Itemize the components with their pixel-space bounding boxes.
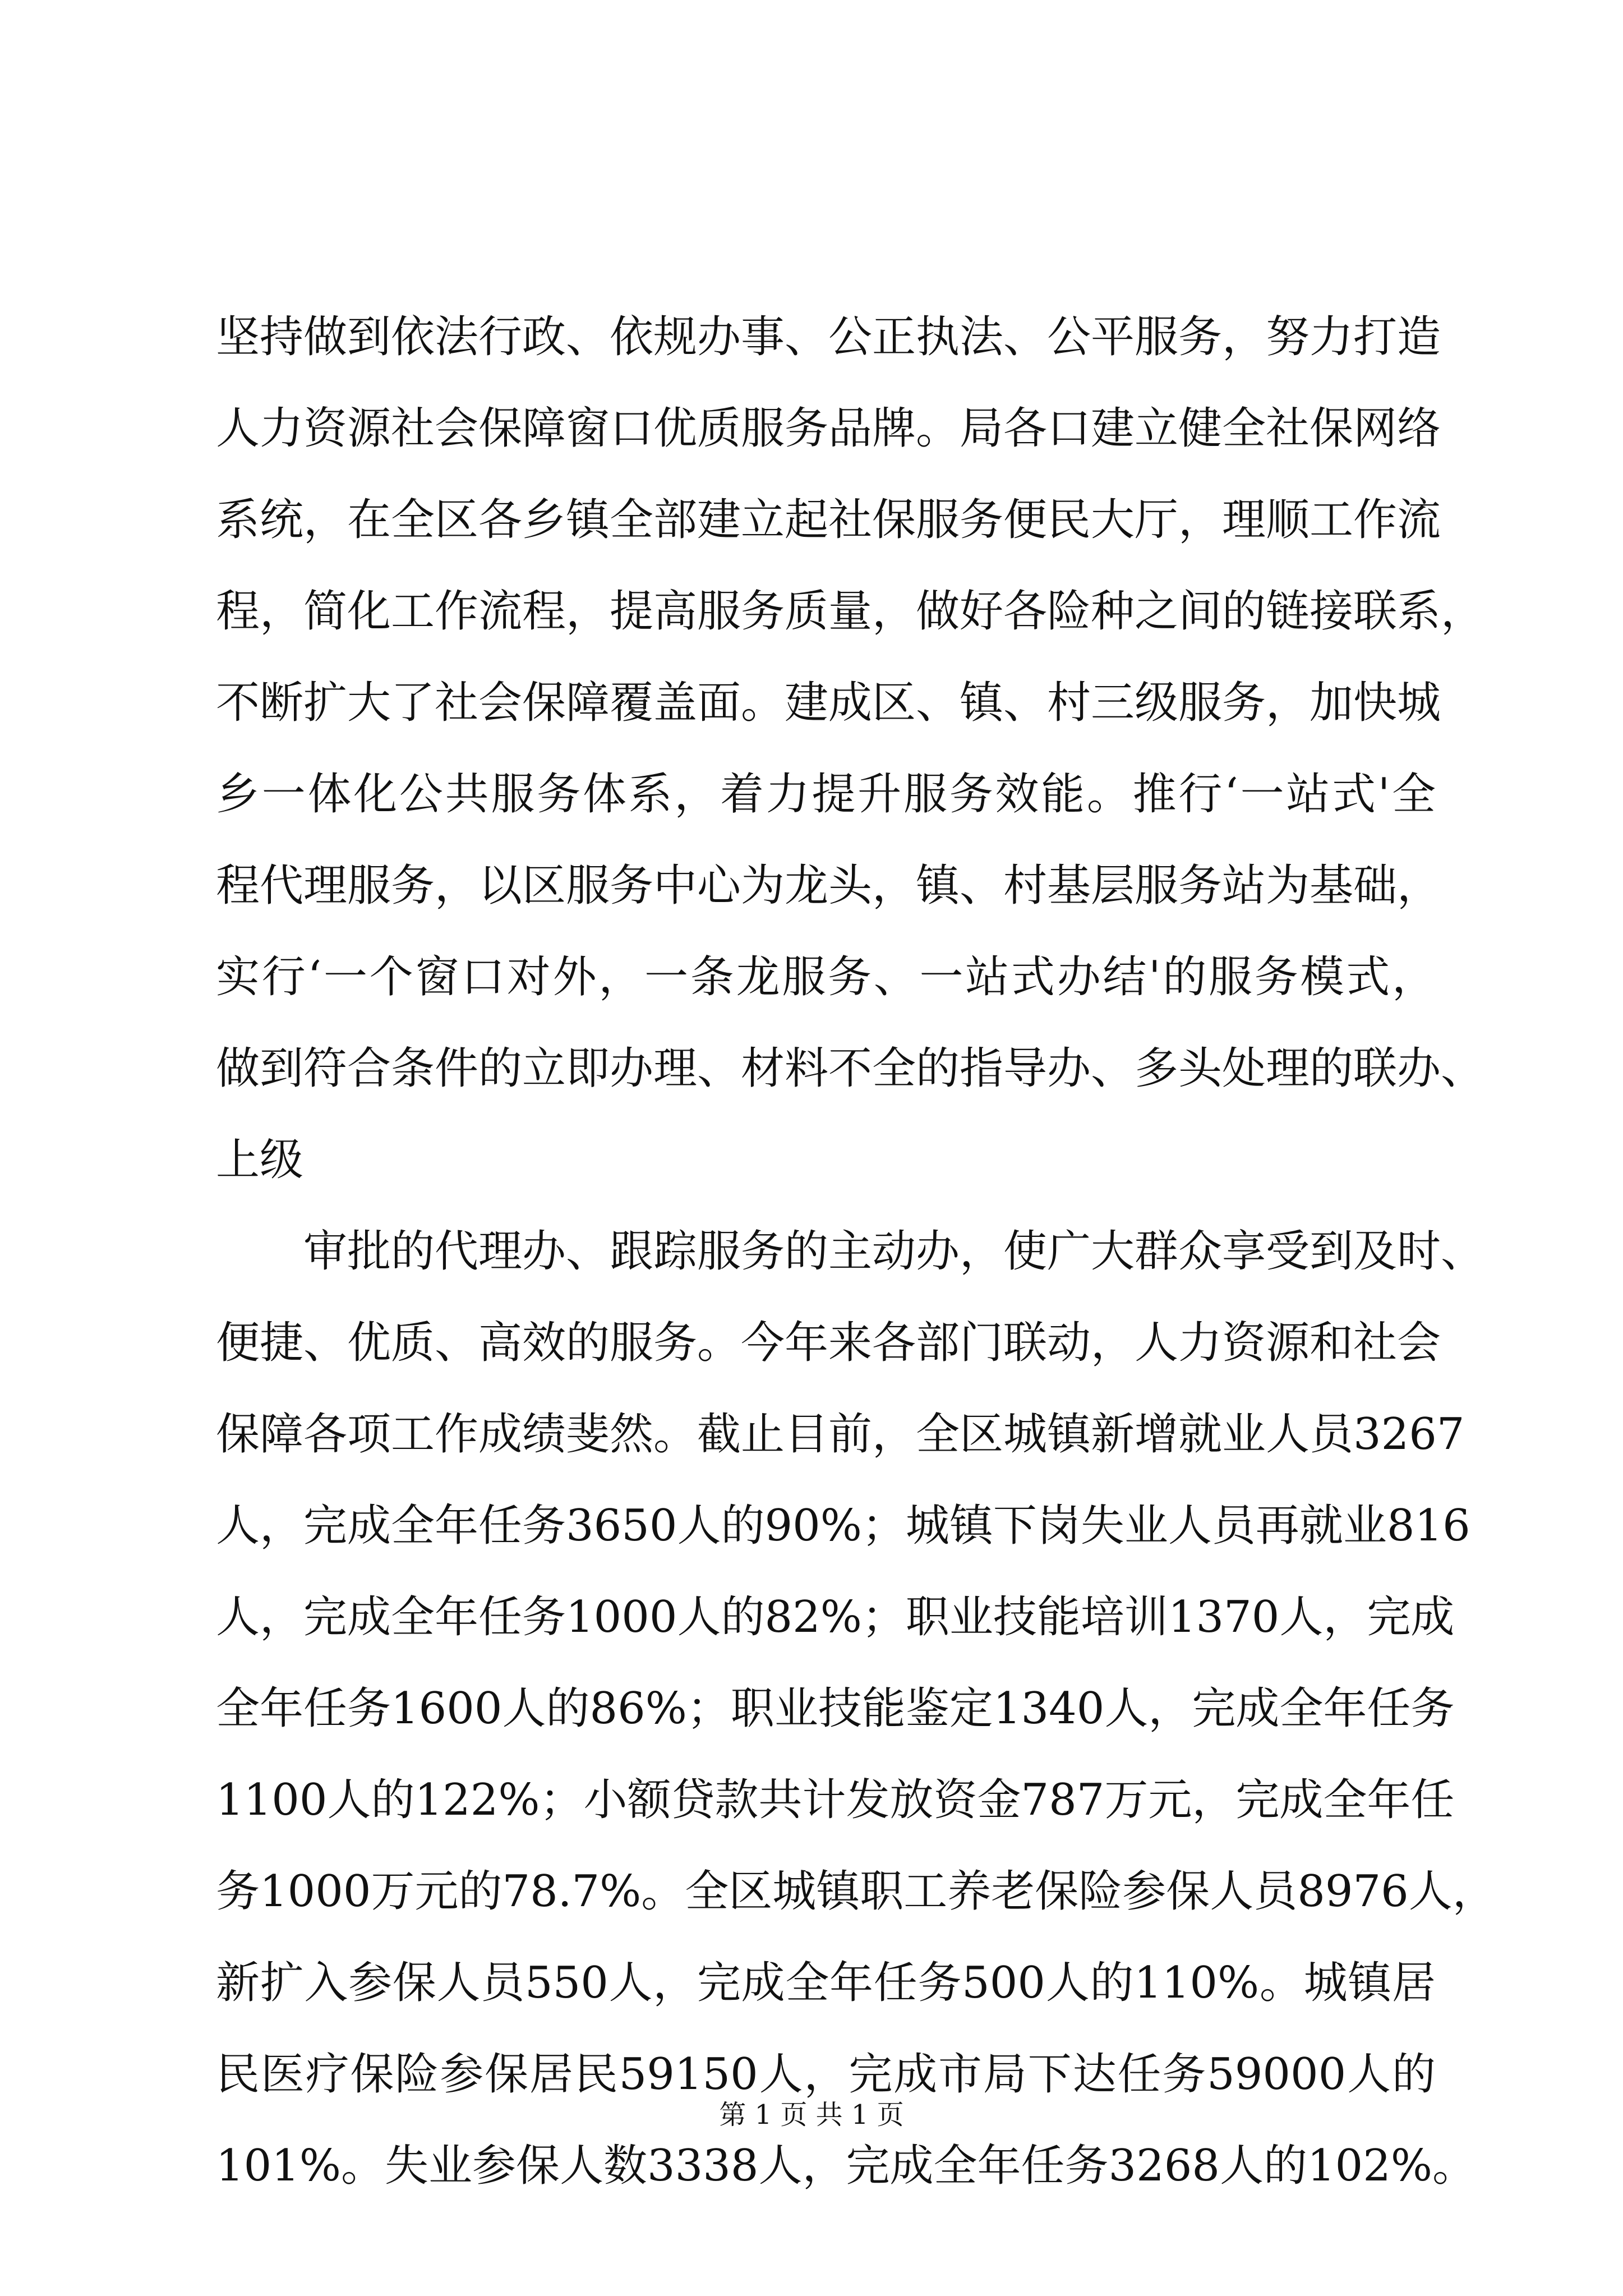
text-line: 实行‘一个窗口对外，一条龙服务、一站式办结'的服务模式， bbox=[216, 952, 1436, 1002]
paragraph-1 bbox=[216, 292, 1485, 1206]
page-number-label: 第 1 页 共 1 页 bbox=[719, 2099, 904, 2131]
text-line: 系统，在全区各乡镇全部建立起社保服务便民大厅，理顺工作流 bbox=[216, 495, 1441, 545]
text-line: 便捷、优质、高效的服务。今年来各部门联动，人力资源和社会 bbox=[216, 1318, 1441, 1368]
text-line: 审批的代理办、跟踪服务的主动办，使广大群众享受到及时、 bbox=[303, 1226, 1485, 1277]
text-line: 程，简化工作流程，提高服务质量，做好各险种之间的链接联系， bbox=[216, 586, 1485, 637]
text-line: 乡一体化公共服务体系，着力提升服务效能。推行‘一站式'全 bbox=[216, 769, 1436, 820]
text-line: 上级 bbox=[216, 1135, 304, 1185]
text-line: 坚持做到依法行政、依规办事、公正执法、公平服务，努力打造 bbox=[216, 312, 1441, 362]
text-line: 务1000万元的78.7%。全区城镇职工养老保险参保人员8976人， bbox=[216, 1866, 1496, 1917]
text-line: 1100人的122%；小额贷款共计发放资金787万元，完成全年任 bbox=[216, 1775, 1455, 1825]
text-line: 人，完成全年任务1000人的82%；职业技能培训1370人，完成 bbox=[216, 1592, 1455, 1642]
document-body bbox=[216, 292, 1496, 2212]
text-line: 民医疗保险参保居民59150人，完成市局下达任务59000人的 bbox=[216, 2049, 1436, 2100]
text-line: 人，完成全年任务3650人的90%；城镇下岗失业人员再就业816 bbox=[216, 1501, 1470, 1551]
text-line: 101%。失业参保人数3338人，完成全年任务3268人的102%。 bbox=[216, 2141, 1476, 2191]
text-line: 不断扩大了社会保障覆盖面。建成区、镇、村三级服务，加快城 bbox=[216, 678, 1441, 728]
text-line: 程代理服务，以区服务中心为龙头，镇、村基层服务站为基础， bbox=[216, 861, 1441, 911]
paragraph-2 bbox=[216, 1206, 1496, 2212]
text-line: 人力资源社会保障窗口优质服务品牌。局各口建立健全社保网络 bbox=[216, 403, 1441, 454]
text-line: 新扩入参保人员550人，完成全年任务500人的110%。城镇居 bbox=[216, 1958, 1436, 2008]
page-footer bbox=[0, 2098, 1623, 2132]
text-line: 保障各项工作成绩斐然。截止目前，全区城镇新增就业人员3267 bbox=[216, 1409, 1465, 1460]
text-line: 全年任务1600人的86%；职业技能鉴定1340人，完成全年任务 bbox=[216, 1683, 1455, 1734]
text-line: 做到符合条件的立即办理、材料不全的指导办、多头处理的联办、 bbox=[216, 1043, 1485, 1094]
